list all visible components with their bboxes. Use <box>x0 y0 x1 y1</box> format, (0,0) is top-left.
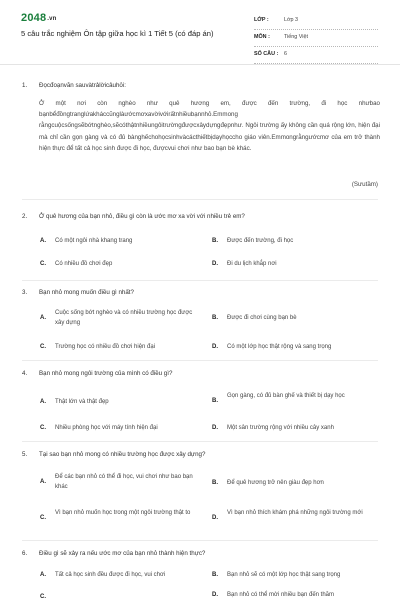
meta-label: LỚP : <box>254 17 269 23</box>
option-letter: D. <box>212 344 218 350</box>
option-letter: A. <box>40 315 46 321</box>
question-number: 6. <box>22 550 28 557</box>
meta-value: Tiếng Việt <box>284 34 308 40</box>
question-divider <box>22 199 378 200</box>
question-number: 4. <box>22 370 28 377</box>
option-letter: C. <box>40 261 46 267</box>
question-divider <box>22 360 378 361</box>
meta-row-count <box>254 47 378 64</box>
question-number: 3. <box>22 289 28 296</box>
option-text: Để các bạn nhỏ có thể đi học, vui chơi như bao bạn khác <box>55 474 193 490</box>
option-text: Có nhiều đồ chơi đẹp <box>55 261 113 267</box>
option-text: Vì bạn nhỏ muốn học trong một ngôi trường thật to <box>55 510 191 516</box>
meta-row-class <box>254 13 378 30</box>
option-letter: D. <box>212 425 218 431</box>
passage-source: (Sưutầm) <box>351 181 378 188</box>
meta-value: Lớp 3 <box>284 17 299 23</box>
option-letter: A. <box>40 479 46 485</box>
option-text: Vì bạn nhỏ thích khám phá những ngôi trường mới <box>227 510 363 516</box>
option-letter: C. <box>40 344 46 350</box>
meta-label: MÔN : <box>254 34 270 40</box>
option-letter: D. <box>212 515 218 521</box>
reading-passage: Ở một nơi còn nghèo như quê hương em, được đến trường, đi học nhưbao bạnbểđồngtranglứakháccũnglàướcmơxavờivớirấtnhiềubạnnhỏ.Emmong rằngcuộcsốngsẽbớtnghèo,sẽcóthậtnhiềungôitrườngđượcxâydựngđẹpnhư. Ngôi trường ấy không cần quá rộng lớn, hiện đại mà chỉ cần gọn gàng và có đủ bànghếchohọcsinhvàcácthiếtbịdạyhọccho giáo viên.Emmongrằngướcmơ của em trở thành hiện thực để tất cả học sinh được đi học, đượcvui chơi như bao bạn bè khác. <box>39 100 380 152</box>
option-text: Tất cả học sinh đều được đi học, vui chơi <box>55 572 166 578</box>
question-divider <box>22 441 378 442</box>
document-title: 5 câu trắc nghiệm Ôn tập giữa học kì 1 Tiết 5 (có đáp án) <box>21 29 214 38</box>
question-divider <box>22 540 378 541</box>
meta-value: 6 <box>284 51 287 57</box>
option-text: Trường học có nhiều đồ chơi hiện đại <box>55 344 156 350</box>
option-text: Có một ngôi nhà khang trang <box>55 238 133 244</box>
option-text: Cuộc sống bớt nghèo và có nhiều trường học được xây dựng <box>55 310 193 326</box>
question-text: Ở quê hương của bạn nhỏ, điều gì còn là ước mơ xa vời với nhiều trẻ em? <box>39 213 245 220</box>
option-letter: B. <box>212 315 218 321</box>
option-text: Bạn nhỏ có thể mời nhiều bạn đến thăm <box>227 592 335 598</box>
meta-row-subject <box>254 30 378 47</box>
question-text: Bạn nhỏ mong ngôi trường của mình có điều gì? <box>39 370 173 377</box>
question-number: 2. <box>22 213 28 220</box>
option-text: Được đi chơi cùng bạn bè <box>227 315 297 321</box>
header-divider <box>0 64 400 65</box>
option-text: Nhiều phòng học với máy tính hiện đại <box>55 425 158 431</box>
option-letter: B. <box>212 238 218 244</box>
question-text: Đọcđoạnvăn sauvàtrảlờicâuhỏi: <box>39 82 126 89</box>
logo-text: 2048 <box>21 12 47 24</box>
option-letter: C. <box>40 594 46 600</box>
option-text: Được đến trường, đi học <box>227 238 294 244</box>
question-text: Tại sao bạn nhỏ mong có nhiều trường học được xây dựng? <box>39 451 206 458</box>
option-letter: B. <box>212 398 218 404</box>
logo-tld: .vn <box>47 16 57 22</box>
question-number: 1. <box>22 82 28 89</box>
question-text: Bạn nhỏ mong muốn điều gì nhất? <box>39 289 134 296</box>
option-letter: C. <box>40 425 46 431</box>
header <box>0 0 400 66</box>
option-letter: A. <box>40 399 46 405</box>
option-letter: A. <box>40 572 46 578</box>
option-text: Đi du lịch khắp nơi <box>227 261 277 267</box>
option-text: Bạn nhỏ sẽ có một lớp học thật sang trọng <box>227 572 341 578</box>
option-letter: D. <box>212 592 218 598</box>
meta-table <box>254 13 378 64</box>
option-letter: B. <box>212 572 218 578</box>
option-letter: C. <box>40 515 46 521</box>
question-text: Điều gì sẽ xảy ra nếu ước mơ của bạn nhỏ thành hiện thực? <box>39 550 206 557</box>
option-text: Gọn gàng, có đủ bàn ghế và thiết bị dạy học <box>227 393 345 399</box>
option-text: Một sân trường rộng với nhiều cây xanh <box>227 425 334 431</box>
meta-label: SỐ CÂU : <box>254 51 279 57</box>
option-text: Thật lớn và thật đẹp <box>55 399 109 405</box>
question-number: 5. <box>22 451 28 458</box>
option-letter: A. <box>40 238 46 244</box>
option-text: Để quê hương trở nên giàu đẹp hơn <box>227 480 324 486</box>
option-letter: B. <box>212 480 218 486</box>
question-divider <box>22 280 378 281</box>
site-logo[interactable] <box>21 12 57 24</box>
option-letter: D. <box>212 261 218 267</box>
option-text: Có một lớp học thật rộng và sang trọng <box>227 344 332 350</box>
